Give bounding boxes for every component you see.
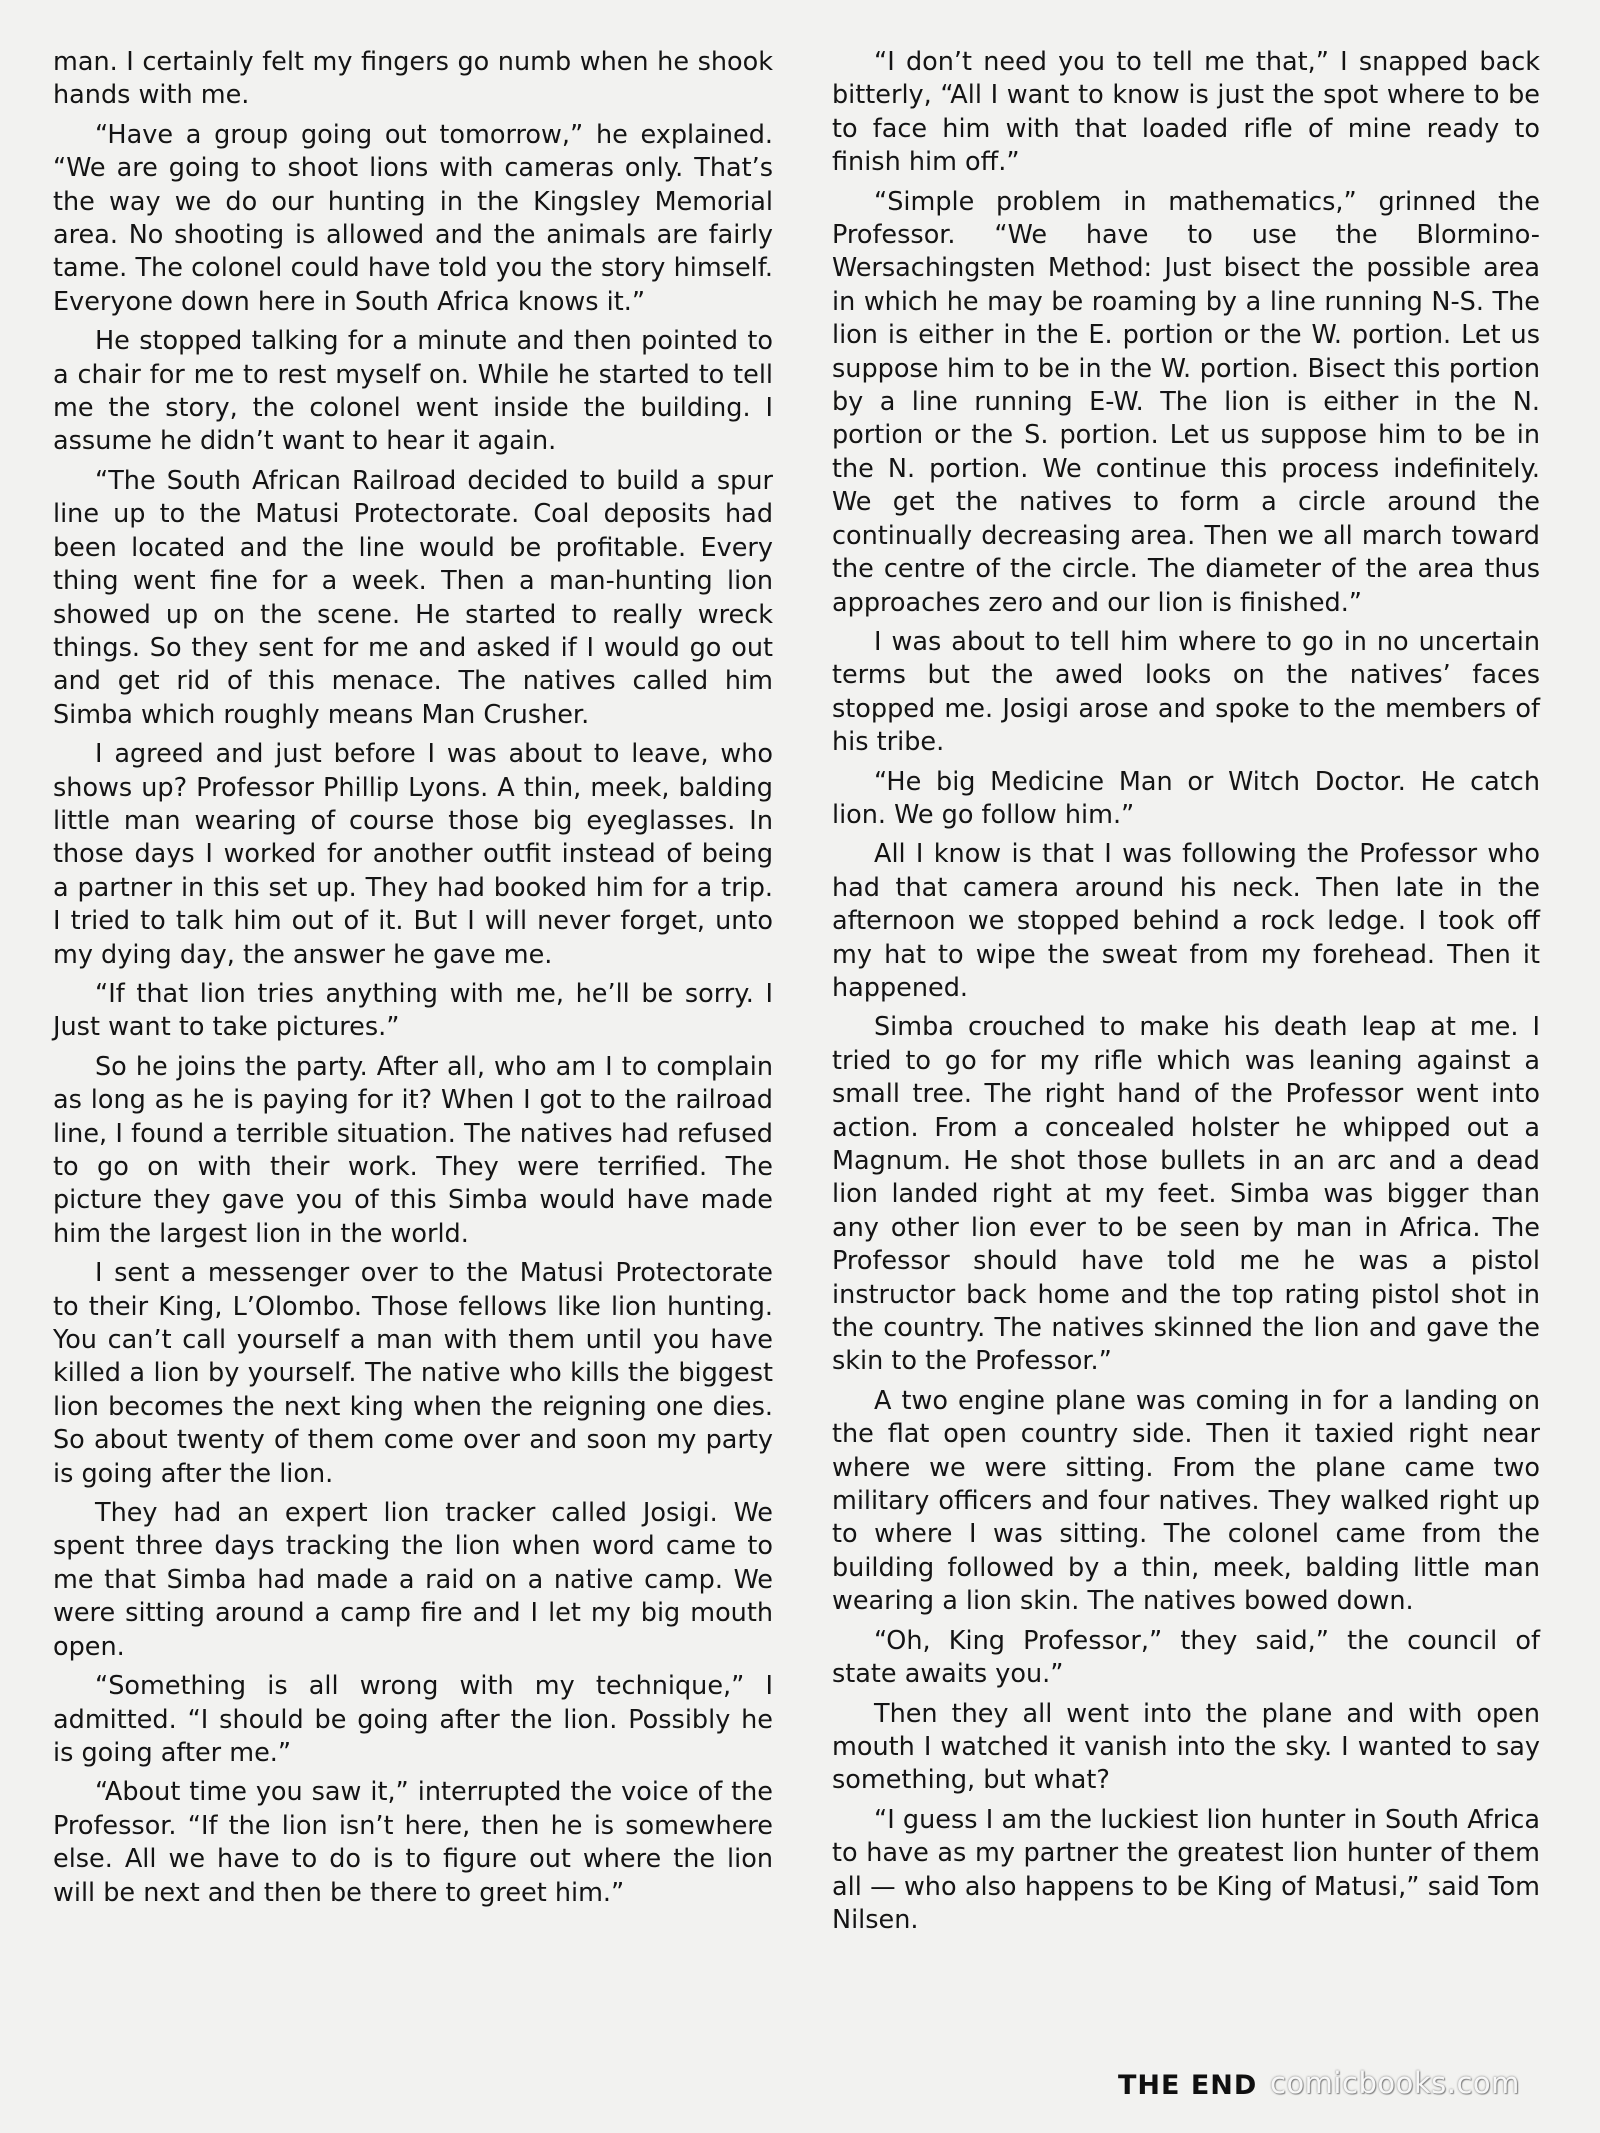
story-paragraph: “Have a group going out tomorrow,” he explained. “We are going to shoot lions with cameras only. That’s the way we do our hunting in the Kingsley Memorial area. No shooting is allowed and the animals are fairly tame. The colonel could have told you the story himself. Everyone down here in South Africa knows it.” xyxy=(53,119,773,317)
story-paragraph: man. I certainly felt my fingers go numb when he shook hands with me. xyxy=(53,47,773,111)
left-text-column xyxy=(53,46,773,1916)
story-paragraph: “Oh, King Professor,” they said,” the council of state awaits you.” xyxy=(832,1625,1540,1690)
story-paragraph: I agreed and just before I was about to leave, who shows up? Professor Phillip Lyons. A thin, meek, balding little man wearing of course those big eyeglasses. In those days I worked for another outfit instead of being a partner in this set up. They had booked him for a trip. I tried to talk him out of it. But I will never forget, unto my dying day, the answer he gave me. xyxy=(53,739,773,970)
story-paragraph: “He big Medicine Man or Witch Doctor. He catch lion. We go follow him.” xyxy=(832,766,1540,830)
story-paragraph: I sent a messenger over to the Matusi Protectorate to their King, L’Olombo. Those fellows like lion hunting. You can’t call yourself a man with them until you have killed a lion by yourself. The native who kills the biggest lion becomes the next king when the reigning one dies. So about twenty of them come over and soon my party is going after the lion. xyxy=(53,1258,773,1489)
story-paragraph: “Something is all wrong with my technique,” I admitted. “I should be going after the lion. Possibly he is going after me.” xyxy=(53,1671,773,1768)
story-paragraph: Simba crouched to make his death leap at me. I tried to go for my rifle which was leaning against a small tree. The right hand of the Professor went into action. From a concealed holster he whipped out a Magnum. He shot those bullets in an arc and a dead lion landed right at my feet. Simba was bigger than any other lion ever to be seen by man in Africa. The Professor should have told me he was a pistol instructor back home and the top rating pistol shot in the country. The natives skinned the lion and gave the skin to the Professor.” xyxy=(832,1012,1540,1377)
the-end-label: THE END xyxy=(1118,2070,1258,2101)
story-paragraph: I was about to tell him where to go in no uncertain terms but the awed looks on the natives’ faces stopped me. Josigi arose and spoke to the members of his tribe. xyxy=(832,626,1540,758)
story-paragraph: “I guess I am the luckiest lion hunter in South Africa to have as my partner the greatest lion hunter of them all — who also happens to be King of Matusi,” said Tom Nilsen. xyxy=(832,1804,1540,1935)
story-paragraph: “About time you saw it,” interrupted the voice of the Professor. “If the lion isn’t here, then he is somewhere else. All we have to do is to figure out where the lion will be next and then be there to greet him.” xyxy=(53,1777,773,1908)
story-paragraph: All I know is that I was following the Professor who had that camera around his neck. Then late in the afternoon we stopped behind a rock ledge. I took off my hat to wipe the sweat from my forehead. Then it happened. xyxy=(832,839,1540,1003)
story-paragraph: So he joins the party. After all, who am I to complain as long as he is paying for it? When I got to the railroad line, I found a terrible situation. The natives had refused to go on with their work. They were terrified. The picture they gave you of this Simba would have made him the largest lion in the world. xyxy=(53,1051,773,1249)
right-text-column xyxy=(832,46,1540,1943)
story-paragraph: He stopped talking for a minute and then pointed to a chair for me to rest myself on. While he started to tell me the story, the colonel went inside the building. I assume he didn’t want to hear it again. xyxy=(53,326,773,457)
story-paragraph: “Simple problem in mathematics,” grinned the Professor. “We have to use the Blormino-Wersachingsten Method: Just bisect the possible area in which he may be roaming by a line running N-S. The lion is either in the E. portion or the W. portion. Let us suppose him to be in the W. portion. Bisect this portion by a line running E-W. The lion is either in the N. portion or the S. portion. Let us suppose him to be in the N. portion. We continue this process indefinitely. We get the natives to form a circle around the continually decreasing area. Then we all march toward the centre of the circle. The diameter of the area thus approaches zero and our lion is finished.” xyxy=(832,186,1540,618)
story-paragraph: “If that lion tries anything with me, he’ll be sorry. I Just want to take pictures.” xyxy=(53,978,773,1043)
site-watermark: comicbooks.com xyxy=(1270,2066,1520,2100)
story-paragraph: “I don’t need you to tell me that,” I snapped back bitterly, “All I want to know is just the spot where to be to face him with that loaded rifle of mine ready to finish him off.” xyxy=(832,47,1540,178)
story-paragraph: Then they all went into the plane and with open mouth I watched it vanish into the sky. I wanted to say something, but what? xyxy=(832,1698,1540,1796)
story-paragraph: A two engine plane was coming in for a landing on the flat open country side. Then it taxied right near where we were sitting. From the plane came two military officers and four natives. They walked right up to where I was sitting. The colonel came from the building followed by a thin, meek, balding little man wearing a lion skin. The natives bowed down. xyxy=(832,1385,1540,1617)
story-paragraph: They had an expert lion tracker called Josigi. We spent three days tracking the lion when word came to me that Simba had made a raid on a native camp. We were sitting around a camp fire and I let my big mouth open. xyxy=(53,1498,773,1662)
story-paragraph: “The South African Railroad decided to build a spur line up to the Matusi Protectorate. Coal deposits had been located and the line would be profitable. Every thing went fine for a week. Then a man-hunting lion showed up on the scene. He started to really wreck things. So they sent for me and asked if I would go out and get rid of this menace. The natives called him Simba which roughly means Man Crusher. xyxy=(53,465,773,730)
